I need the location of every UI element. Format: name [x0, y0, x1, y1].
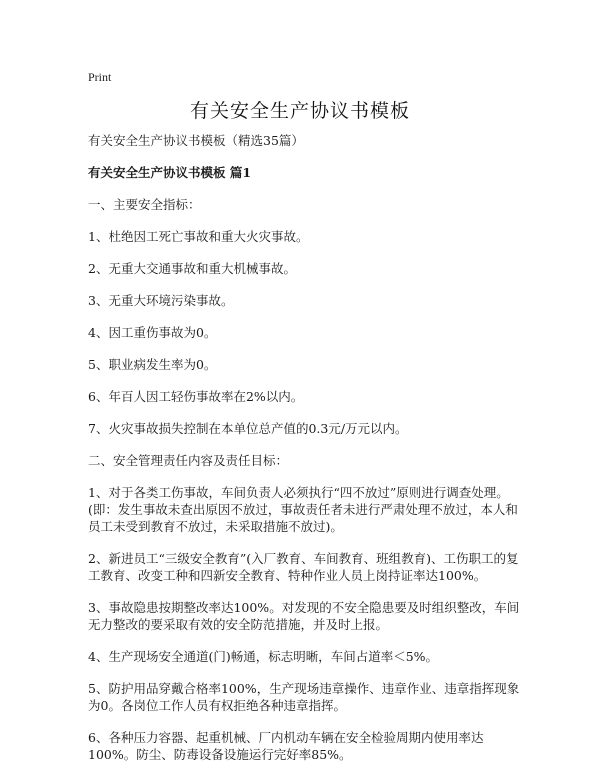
paragraph: 5、职业病发生率为0。	[88, 357, 217, 372]
paragraph: 二、安全管理责任内容及责任目标：	[88, 453, 289, 468]
document-subtitle: 有关安全生产协议书模板（精选35篇）	[88, 133, 304, 148]
paragraph: 3、事故隐患按期整改率达100%。对发现的不安全隐患要及时组织整改，车间无力整改的要采取有效的安全防范措施，并及时上报。	[88, 600, 520, 632]
paragraph: 1、对于各类工伤事故，车间负责人必须执行“四不放过”原则进行调查处理。(即：发生事故未查出原因不放过，事故责任者未进行严肃处理不放过，本人和员工未受到教育不放过，未采取措施不放过)。	[88, 485, 518, 534]
paragraph: 2、新进员工“三级安全教育”(入厂教育、车间教育、班组教育)、工伤职工的复工教育、改变工种和四新安全教育、特种作业人员上岗持证率达100%。	[88, 551, 519, 583]
paragraph: 1、杜绝因工死亡事故和重大火灾事故。	[88, 229, 309, 244]
section-heading: 有关安全生产协议书模板 篇1	[88, 165, 252, 180]
paragraph: 4、因工重伤事故为0。	[88, 325, 217, 340]
paragraph: 2、无重大交通事故和重大机械事故。	[88, 261, 296, 276]
paragraph: 4、生产现场安全通道(门)畅通，标志明晰，车间占道率＜5%。	[88, 649, 439, 664]
paragraph: 6、各种压力容器、起重机械、厂内机动车辆在安全检验周期内使用率达100%。防尘、防毒设备设施运行完好率85%。	[88, 730, 484, 762]
paragraph: 5、防护用品穿戴合格率100%，生产现场违章操作、违章作业、违章指挥现象为0。各岗位工作人员有权拒绝各种违章指挥。	[88, 681, 520, 713]
print-link[interactable]: Print	[88, 70, 112, 84]
paragraph: 3、无重大环境污染事故。	[88, 293, 234, 308]
paragraph: 6、年百人因工轻伤事故率在2%以内。	[88, 389, 304, 404]
paragraph: 7、火灾事故损失控制在本单位总产值的0.3元/万元以内。	[88, 421, 408, 436]
page-title: 有关安全生产协议书模板	[189, 100, 410, 122]
document-body	[88, 132, 520, 778]
paragraph: 一、主要安全指标：	[88, 197, 201, 212]
